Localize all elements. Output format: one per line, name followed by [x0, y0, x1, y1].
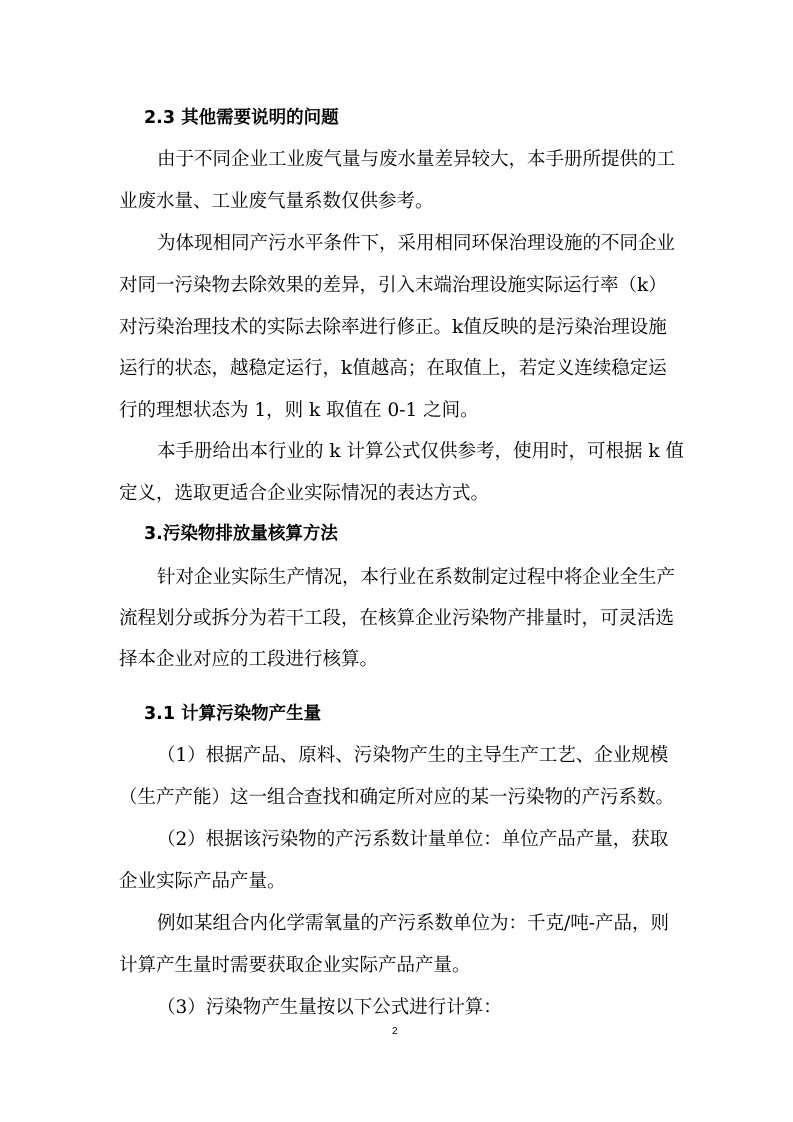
- paragraph-line: 流程划分或拆分为若干工段，在核算企业污染物产排量时，可灵活选: [119, 608, 675, 629]
- example-line: 计算产生量时需要获取企业实际产品产量。: [119, 955, 471, 976]
- list-item-line: （3）污染物产生量按以下公式进行计算：: [157, 997, 502, 1018]
- paragraph-line: 本手册给出本行业的 k 计算公式仅供参考，使用时，可根据 k 值: [157, 441, 684, 462]
- paragraph-line: 为体现相同产污水平条件下，采用相同环保治理设施的不同企业: [157, 233, 676, 254]
- section-heading-3: 3.污染物排放量核算方法: [144, 524, 338, 544]
- paragraph-line: 定义，选取更适合企业实际情况的表达方式。: [119, 483, 490, 504]
- example-line: 例如某组合内化学需氧量的产污系数单位为：千克/吨-产品，则: [157, 913, 669, 934]
- paragraph-line: 行的理想状态为 1，则 k 取值在 0-1 之间。: [119, 400, 479, 421]
- paragraph-line: 对同一污染物去除效果的差异，引入末端治理设施实际运行率（k）: [119, 275, 667, 296]
- section-heading-3-1: 3.1 计算污染物产生量: [144, 704, 322, 724]
- page-number: 2: [392, 1026, 398, 1037]
- paragraph-line: 运行的状态，越稳定运行，k值越高；在取值上，若定义连续稳定运: [119, 358, 667, 379]
- paragraph-line: 择本企业对应的工段进行核算。: [119, 649, 379, 670]
- paragraph-line: 由于不同企业工业废气量与废水量差异较大，本手册所提供的工: [157, 149, 676, 170]
- paragraph-line: 业废水量、工业废气量系数仅供参考。: [119, 191, 434, 212]
- paragraph-line: 对污染治理技术的实际去除率进行修正。k值反映的是污染治理设施: [119, 317, 667, 338]
- list-item-line: （1）根据产品、原料、污染物产生的主导生产工艺、企业规模: [157, 745, 669, 766]
- list-item-line: 企业实际产品产量。: [119, 871, 286, 892]
- list-item-line: （生产产能）这一组合查找和确定所对应的某一污染物的产污系数。: [119, 787, 675, 808]
- section-heading-2-3: 2.3 其他需要说明的问题: [144, 108, 339, 128]
- list-item-line: （2）根据该污染物的产污系数计量单位：单位产品产量，获取: [157, 829, 669, 850]
- paragraph-line: 针对企业实际生产情况，本行业在系数制定过程中将企业全生产: [157, 567, 676, 588]
